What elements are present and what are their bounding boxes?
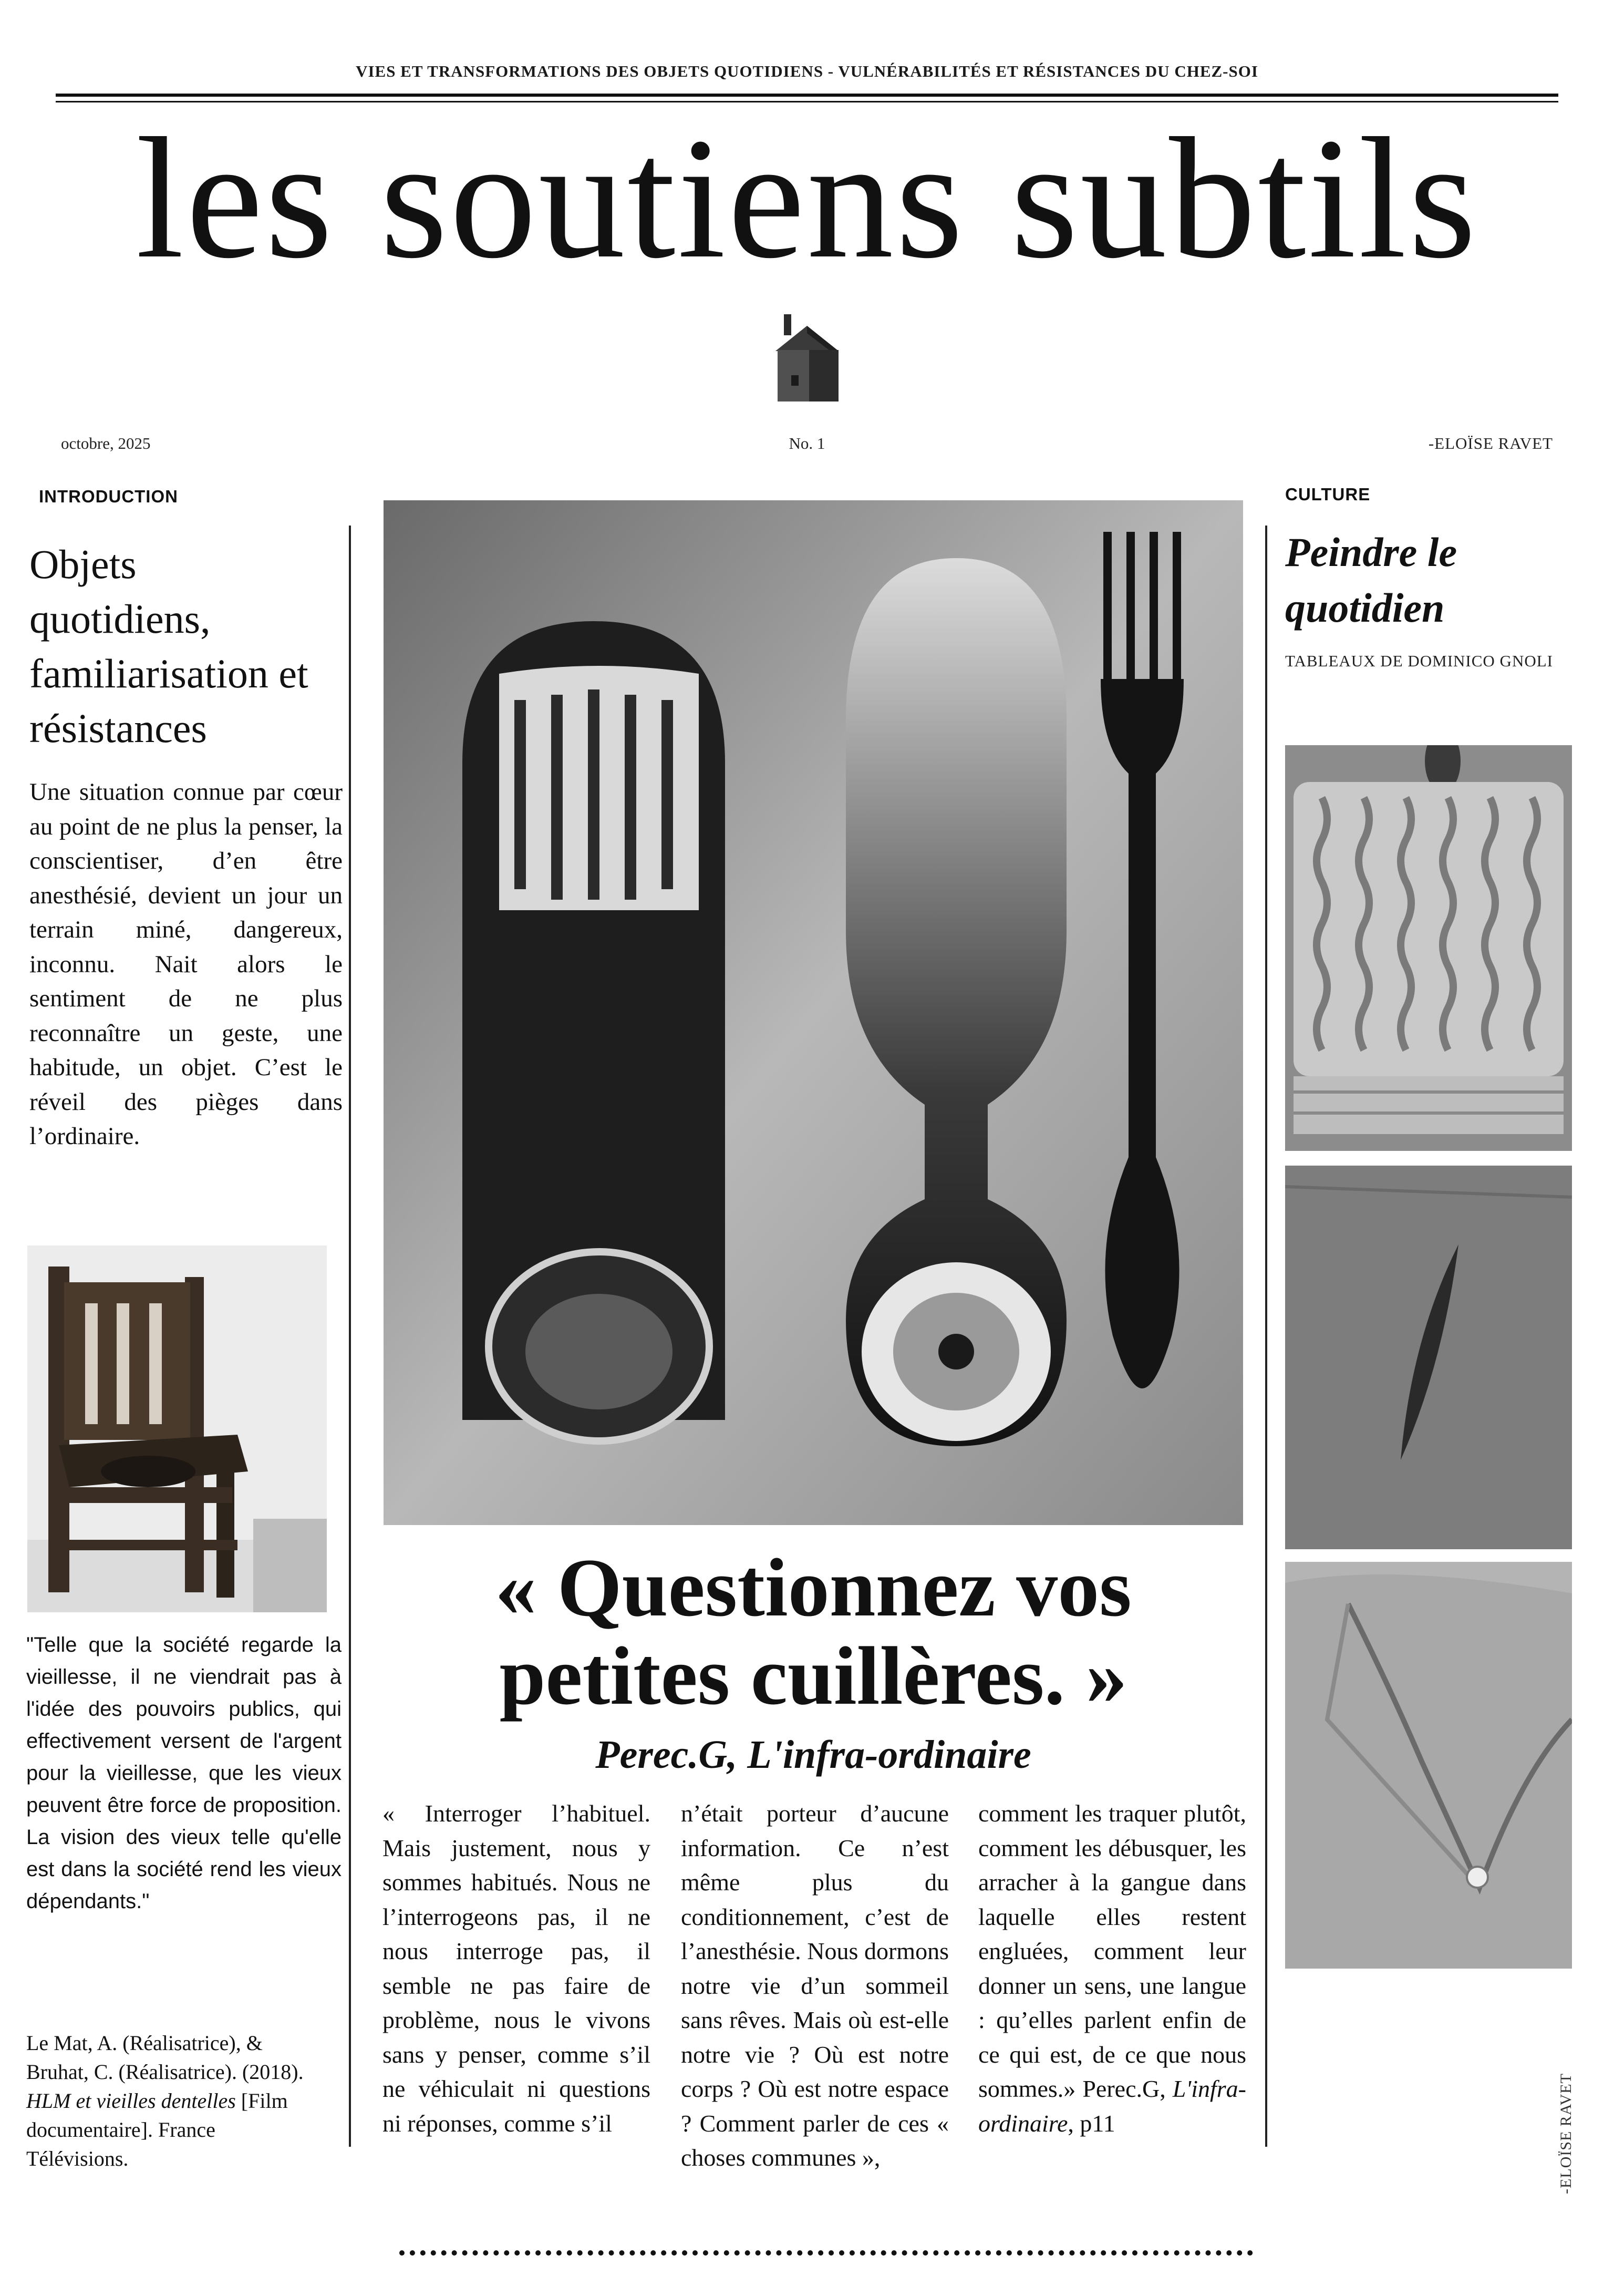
painting-shirt-collar [1285, 1562, 1572, 1969]
culture-title: Peindre le quotidien [1285, 529, 1457, 631]
culture-subtitle: TABLEAUX DE DOMINICO GNOLI [1285, 652, 1553, 670]
documentary-quote: "Telle que la société regarde la vieillesse, il ne viendrait pas à l'idée des pouvoirs publics, qui effectivement versent de l'argent pour la vieillesse, que les vieux peuvent être force de proposition. La vision des vieux telle qu'elle est dans la société rend les vieux dépendants." [26, 1633, 342, 1913]
painting-fabric-fold [1285, 1166, 1572, 1549]
left-column-rule [349, 526, 351, 2147]
house-icon [773, 314, 841, 403]
article-column-2: n’était porteur d’aucune information. Ce n’est même plus du conditionnement, c’est de l’anesthésie. Nous dormons notre vie d’un sommeil sans rêves. Mais où est-elle notre vie ? Où est notre corps ? Où est notre espace ? Comment parler de ces « choses communes », [681, 1800, 949, 2171]
right-column-rule [1265, 526, 1267, 2147]
painting-draped-cloth [1285, 745, 1572, 1151]
intro-body: Une situation connue par cœur au point de ne plus la penser, la conscientiser, d’en être anesthésié, devient un jour un terrain miné, dangereux, inconnu. Nait alors le sentiment de ne plus reconnaître un geste, une habitude, un objet. C’est le réveil des pièges dans l’ordinaire. [29, 778, 343, 1150]
headline-byline: Perec.G, L'infra-ordinaire [595, 1733, 1031, 1777]
dotted-divider [399, 2250, 1253, 2256]
intro-title: Objets quotidiens, familiarisation et résistances [29, 541, 308, 751]
cutlery-xray-photo [384, 500, 1243, 1525]
issue-date: octobre, 2025 [61, 434, 151, 452]
header-rule-thick [56, 94, 1558, 97]
chair-photo [27, 1245, 327, 1612]
main-headline: « Questionnez vos petites cuillères. » [495, 1542, 1132, 1722]
section-label-introduction: INTRODUCTION [39, 487, 178, 506]
documentary-reference: Le Mat, A. (Réalisatrice), & Bruhat, C. (Réalisatrice). (2018). HLM et vieilles dentelles [Film documentaire]. France Télévisions. [26, 2031, 304, 2170]
section-label-culture: CULTURE [1285, 485, 1371, 504]
article-column-1: « Interroger l’habituel. Mais justement, nous y sommes habitués. Nous ne l’interrogeons pas, il ne nous interroge pas, il semble ne pas faire de problème, nous le vivons sans y penser, comme s’il ne véhiculait ni questions ni réponses, comme s’il [382, 1800, 650, 2137]
side-signature: -ELOÏSE RAVET [1557, 2073, 1575, 2194]
masthead-title: les soutiens subtils [136, 102, 1478, 294]
author-name: -ELOÏSE RAVET [1428, 434, 1553, 452]
kicker-line: VIES ET TRANSFORMATIONS DES OBJETS QUOTIDIENS - VULNÉRABILITÉS ET RÉSISTANCES DU CHEZ-SOI [356, 62, 1258, 80]
article-column-3: comment les traquer plutôt, comment les débusquer, les arracher à la gangue dans laquelle elles restent engluées, comment leur donner un sens, une langue : qu’elles parlent enfin de ce qui est, de ce que nous sommes.» Perec.G, L'infra-ordinaire, p11 [978, 1800, 1246, 2137]
issue-number: No. 1 [789, 434, 825, 452]
